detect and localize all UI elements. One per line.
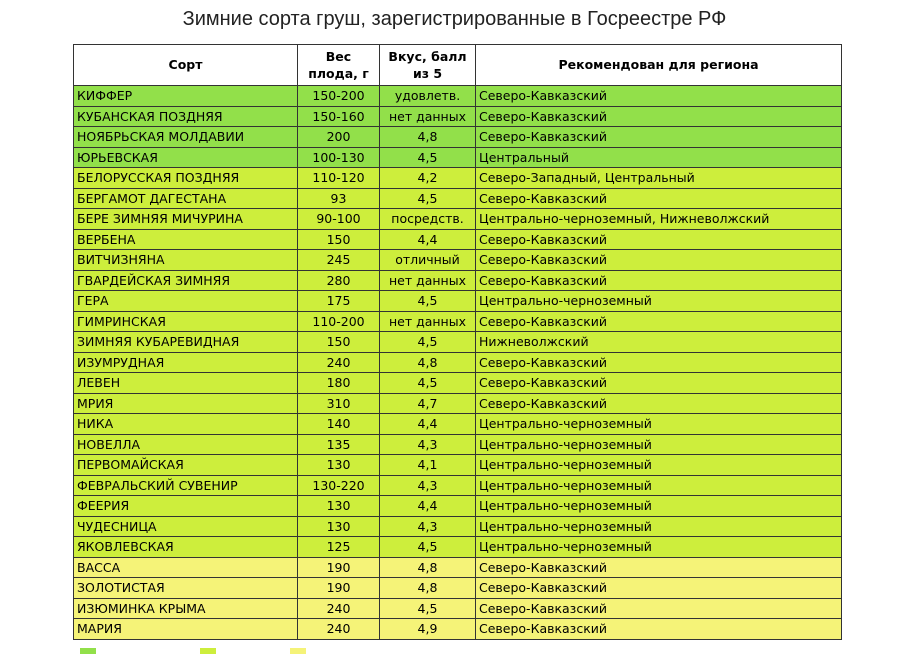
taste-cell: 4,5 [380,147,476,168]
taste-cell: 4,8 [380,578,476,599]
taste-cell: 4,8 [380,352,476,373]
region-cell: Центрально-черноземный [476,537,842,558]
region-cell: Центрально-черноземный [476,291,842,312]
table-row [74,229,842,250]
legend-swatch-lime [200,648,216,654]
weight-cell: 125 [298,537,380,558]
taste-cell: 4,4 [380,229,476,250]
weight-cell: 175 [298,291,380,312]
variety-cell: ЗИМНЯЯ КУБАРЕВИДНАЯ [74,332,298,353]
region-cell: Центрально-черноземный [476,516,842,537]
table-row [74,106,842,127]
header-region: Рекомендован для региона [476,45,842,86]
weight-cell: 100-130 [298,147,380,168]
pear-varieties-table [73,44,842,640]
variety-cell: ИЗУМРУДНАЯ [74,352,298,373]
variety-cell: ГВАРДЕЙСКАЯ ЗИМНЯЯ [74,270,298,291]
table-row [74,373,842,394]
variety-cell: БЕРГАМОТ ДАГЕСТАНА [74,188,298,209]
variety-cell: ПЕРВОМАЙСКАЯ [74,455,298,476]
weight-cell: 180 [298,373,380,394]
region-cell: Центрально-черноземный [476,414,842,435]
table-row [74,188,842,209]
region-cell: Северо-Кавказский [476,373,842,394]
table-row [74,270,842,291]
region-cell: Центрально-черноземный [476,455,842,476]
table-row [74,434,842,455]
variety-cell: МРИЯ [74,393,298,414]
region-cell: Нижневолжский [476,332,842,353]
weight-cell: 150 [298,332,380,353]
table-row [74,455,842,476]
weight-cell: 130 [298,455,380,476]
taste-cell: нет данных [380,311,476,332]
table-row [74,352,842,373]
variety-cell: ВЕРБЕНА [74,229,298,250]
variety-cell: ГИМРИНСКАЯ [74,311,298,332]
variety-cell: БЕЛОРУССКАЯ ПОЗДНЯЯ [74,168,298,189]
legend-swatch-yellow [290,648,306,654]
weight-cell: 90-100 [298,209,380,230]
region-cell: Северо-Кавказский [476,188,842,209]
table-row [74,311,842,332]
weight-cell: 150-200 [298,86,380,107]
weight-cell: 200 [298,127,380,148]
header-variety: Сорт [74,45,298,86]
variety-cell: ЛЕВЕН [74,373,298,394]
variety-cell: НИКА [74,414,298,435]
taste-cell: 4,8 [380,127,476,148]
header-weight: Вес плода, г [298,45,380,86]
variety-cell: ЯКОВЛЕВСКАЯ [74,537,298,558]
table-row [74,619,842,640]
table-body [74,86,842,640]
taste-cell: 4,9 [380,619,476,640]
variety-cell: ГЕРА [74,291,298,312]
region-cell: Северо-Западный, Центральный [476,168,842,189]
variety-cell: НОВЕЛЛА [74,434,298,455]
taste-cell: 4,3 [380,434,476,455]
page-title: Зимние сорта груш, зарегистрированные в Госреестре РФ [182,8,727,30]
region-cell: Центрально-черноземный [476,496,842,517]
region-cell: Северо-Кавказский [476,86,842,107]
variety-cell: ЗОЛОТИСТАЯ [74,578,298,599]
taste-cell: нет данных [380,270,476,291]
table-row [74,557,842,578]
variety-cell: ИЗЮМИНКА КРЫМА [74,598,298,619]
region-cell: Северо-Кавказский [476,311,842,332]
variety-cell: КУБАНСКАЯ ПОЗДНЯЯ [74,106,298,127]
region-cell: Центрально-черноземный, Нижневолжский [476,209,842,230]
weight-cell: 245 [298,250,380,271]
variety-cell: НОЯБРЬСКАЯ МОЛДАВИИ [74,127,298,148]
taste-cell: 4,3 [380,516,476,537]
region-cell: Северо-Кавказский [476,619,842,640]
table-row [74,168,842,189]
table-row [74,496,842,517]
region-cell: Северо-Кавказский [476,127,842,148]
table-row [74,86,842,107]
weight-cell: 280 [298,270,380,291]
region-cell: Северо-Кавказский [476,598,842,619]
taste-cell: 4,5 [380,332,476,353]
table-row [74,475,842,496]
weight-cell: 240 [298,352,380,373]
table-row [74,209,842,230]
taste-cell: 4,7 [380,393,476,414]
variety-cell: ЧУДЕСНИЦА [74,516,298,537]
variety-cell: БЕРЕ ЗИМНЯЯ МИЧУРИНА [74,209,298,230]
region-cell: Северо-Кавказский [476,352,842,373]
table-row [74,332,842,353]
table-row [74,598,842,619]
region-cell: Северо-Кавказский [476,393,842,414]
table-row [74,537,842,558]
weight-cell: 140 [298,414,380,435]
weight-cell: 110-120 [298,168,380,189]
table-row [74,291,842,312]
region-cell: Северо-Кавказский [476,229,842,250]
region-cell: Северо-Кавказский [476,270,842,291]
taste-cell: 4,5 [380,598,476,619]
table-row [74,147,842,168]
region-cell: Центрально-черноземный [476,434,842,455]
taste-cell: 4,2 [380,168,476,189]
taste-cell: нет данных [380,106,476,127]
taste-cell: 4,3 [380,475,476,496]
weight-cell: 150-160 [298,106,380,127]
weight-cell: 93 [298,188,380,209]
region-cell: Центральный [476,147,842,168]
taste-cell: 4,5 [380,291,476,312]
table-row [74,516,842,537]
variety-cell: ЮРЬЕВСКАЯ [74,147,298,168]
table-row [74,414,842,435]
variety-cell: ФЕЕРИЯ [74,496,298,517]
variety-cell: ВИТЧИЗНЯНА [74,250,298,271]
weight-cell: 110-200 [298,311,380,332]
table-row [74,250,842,271]
legend-swatch-green [80,648,96,654]
variety-cell: ВАССА [74,557,298,578]
taste-cell: 4,4 [380,414,476,435]
table-row [74,393,842,414]
taste-cell: 4,1 [380,455,476,476]
weight-cell: 135 [298,434,380,455]
taste-cell: 4,4 [380,496,476,517]
variety-cell: КИФФЕР [74,86,298,107]
weight-cell: 310 [298,393,380,414]
weight-cell: 240 [298,598,380,619]
table-row [74,578,842,599]
variety-cell: ФЕВРАЛЬСКИЙ СУВЕНИР [74,475,298,496]
weight-cell: 190 [298,557,380,578]
weight-cell: 190 [298,578,380,599]
taste-cell: 4,5 [380,373,476,394]
taste-cell: 4,5 [380,537,476,558]
region-cell: Северо-Кавказский [476,578,842,599]
weight-cell: 150 [298,229,380,250]
region-cell: Северо-Кавказский [476,250,842,271]
taste-cell: 4,8 [380,557,476,578]
weight-cell: 130-220 [298,475,380,496]
region-cell: Северо-Кавказский [476,557,842,578]
weight-cell: 130 [298,496,380,517]
header-taste: Вкус, балл из 5 [380,45,476,86]
table-row [74,127,842,148]
table-header-row [74,45,842,86]
region-cell: Центрально-черноземный [476,475,842,496]
variety-cell: МАРИЯ [74,619,298,640]
weight-cell: 130 [298,516,380,537]
taste-cell: удовлетв. [380,86,476,107]
weight-cell: 240 [298,619,380,640]
taste-cell: 4,5 [380,188,476,209]
taste-cell: посредств. [380,209,476,230]
taste-cell: отличный [380,250,476,271]
region-cell: Северо-Кавказский [476,106,842,127]
